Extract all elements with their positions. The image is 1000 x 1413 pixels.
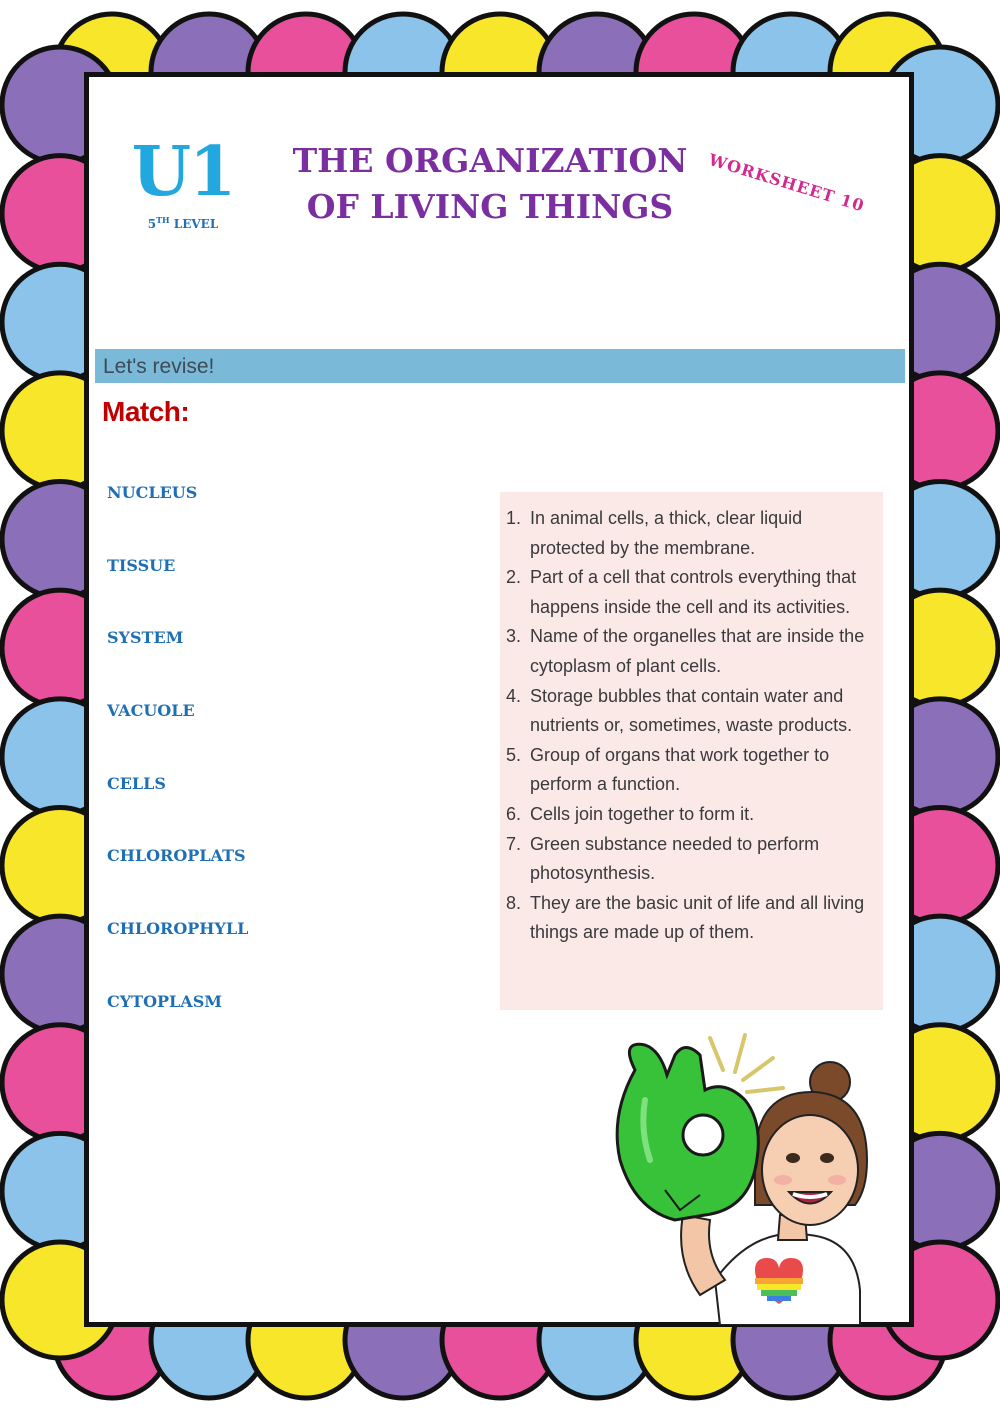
term-item[interactable]: CHLOROPLATS	[107, 846, 246, 866]
title-line-1: THE ORGANIZATION	[292, 141, 688, 180]
title-line-2: OF LIVING THINGS	[306, 187, 674, 226]
term-item[interactable]: CYTOPLASM	[107, 991, 222, 1011]
sparkle-icon	[710, 1035, 783, 1092]
term-item[interactable]: TISSUE	[107, 555, 176, 575]
term-item[interactable]: CELLS	[107, 773, 166, 793]
definition-item[interactable]: 1. In animal cells, a thick, clear liquid protected by the membrane.	[506, 508, 803, 558]
definition-item[interactable]: 7. Green substance needed to perform photosynthesis.	[506, 833, 820, 884]
definition-item[interactable]: 6. Cells join together to form it.	[506, 803, 755, 824]
unit-label: U1	[131, 132, 235, 212]
definitions-list	[506, 504, 875, 948]
term-item[interactable]: NUCLEUS	[107, 483, 198, 502]
term-item[interactable]: VACUOLE	[107, 701, 195, 721]
definition-item[interactable]: 8. They are the basic unit of life and all living things are made up of them.	[506, 892, 865, 943]
definition-item[interactable]: 4. Storage bubbles that contain water and nutrients or, sometimes, waste products.	[506, 685, 853, 736]
term-item[interactable]: CHLOROPHYLL	[107, 919, 249, 939]
terms-list	[107, 483, 248, 1065]
level-label: 5TH LEVEL	[147, 215, 219, 231]
page-title	[270, 138, 710, 230]
definitions-box	[500, 492, 883, 1010]
banner-text: Let's revise!	[103, 355, 215, 378]
definition-item[interactable]: 3. Name of the organelles that are inside the cytoplasm of plant cells.	[506, 626, 865, 676]
section-banner	[95, 349, 905, 383]
worksheet-number: WORKSHEET 10	[706, 150, 867, 216]
definition-item[interactable]: 5. Group of organs that work together to perform a function.	[506, 744, 830, 795]
term-item[interactable]: SYSTEM	[107, 628, 184, 648]
definition-item[interactable]: 2. Part of a cell that controls everything that happens inside the cell and its activities.	[506, 567, 857, 617]
match-heading: Match:	[102, 396, 190, 427]
avatar-okay-hand-icon	[605, 1030, 875, 1325]
